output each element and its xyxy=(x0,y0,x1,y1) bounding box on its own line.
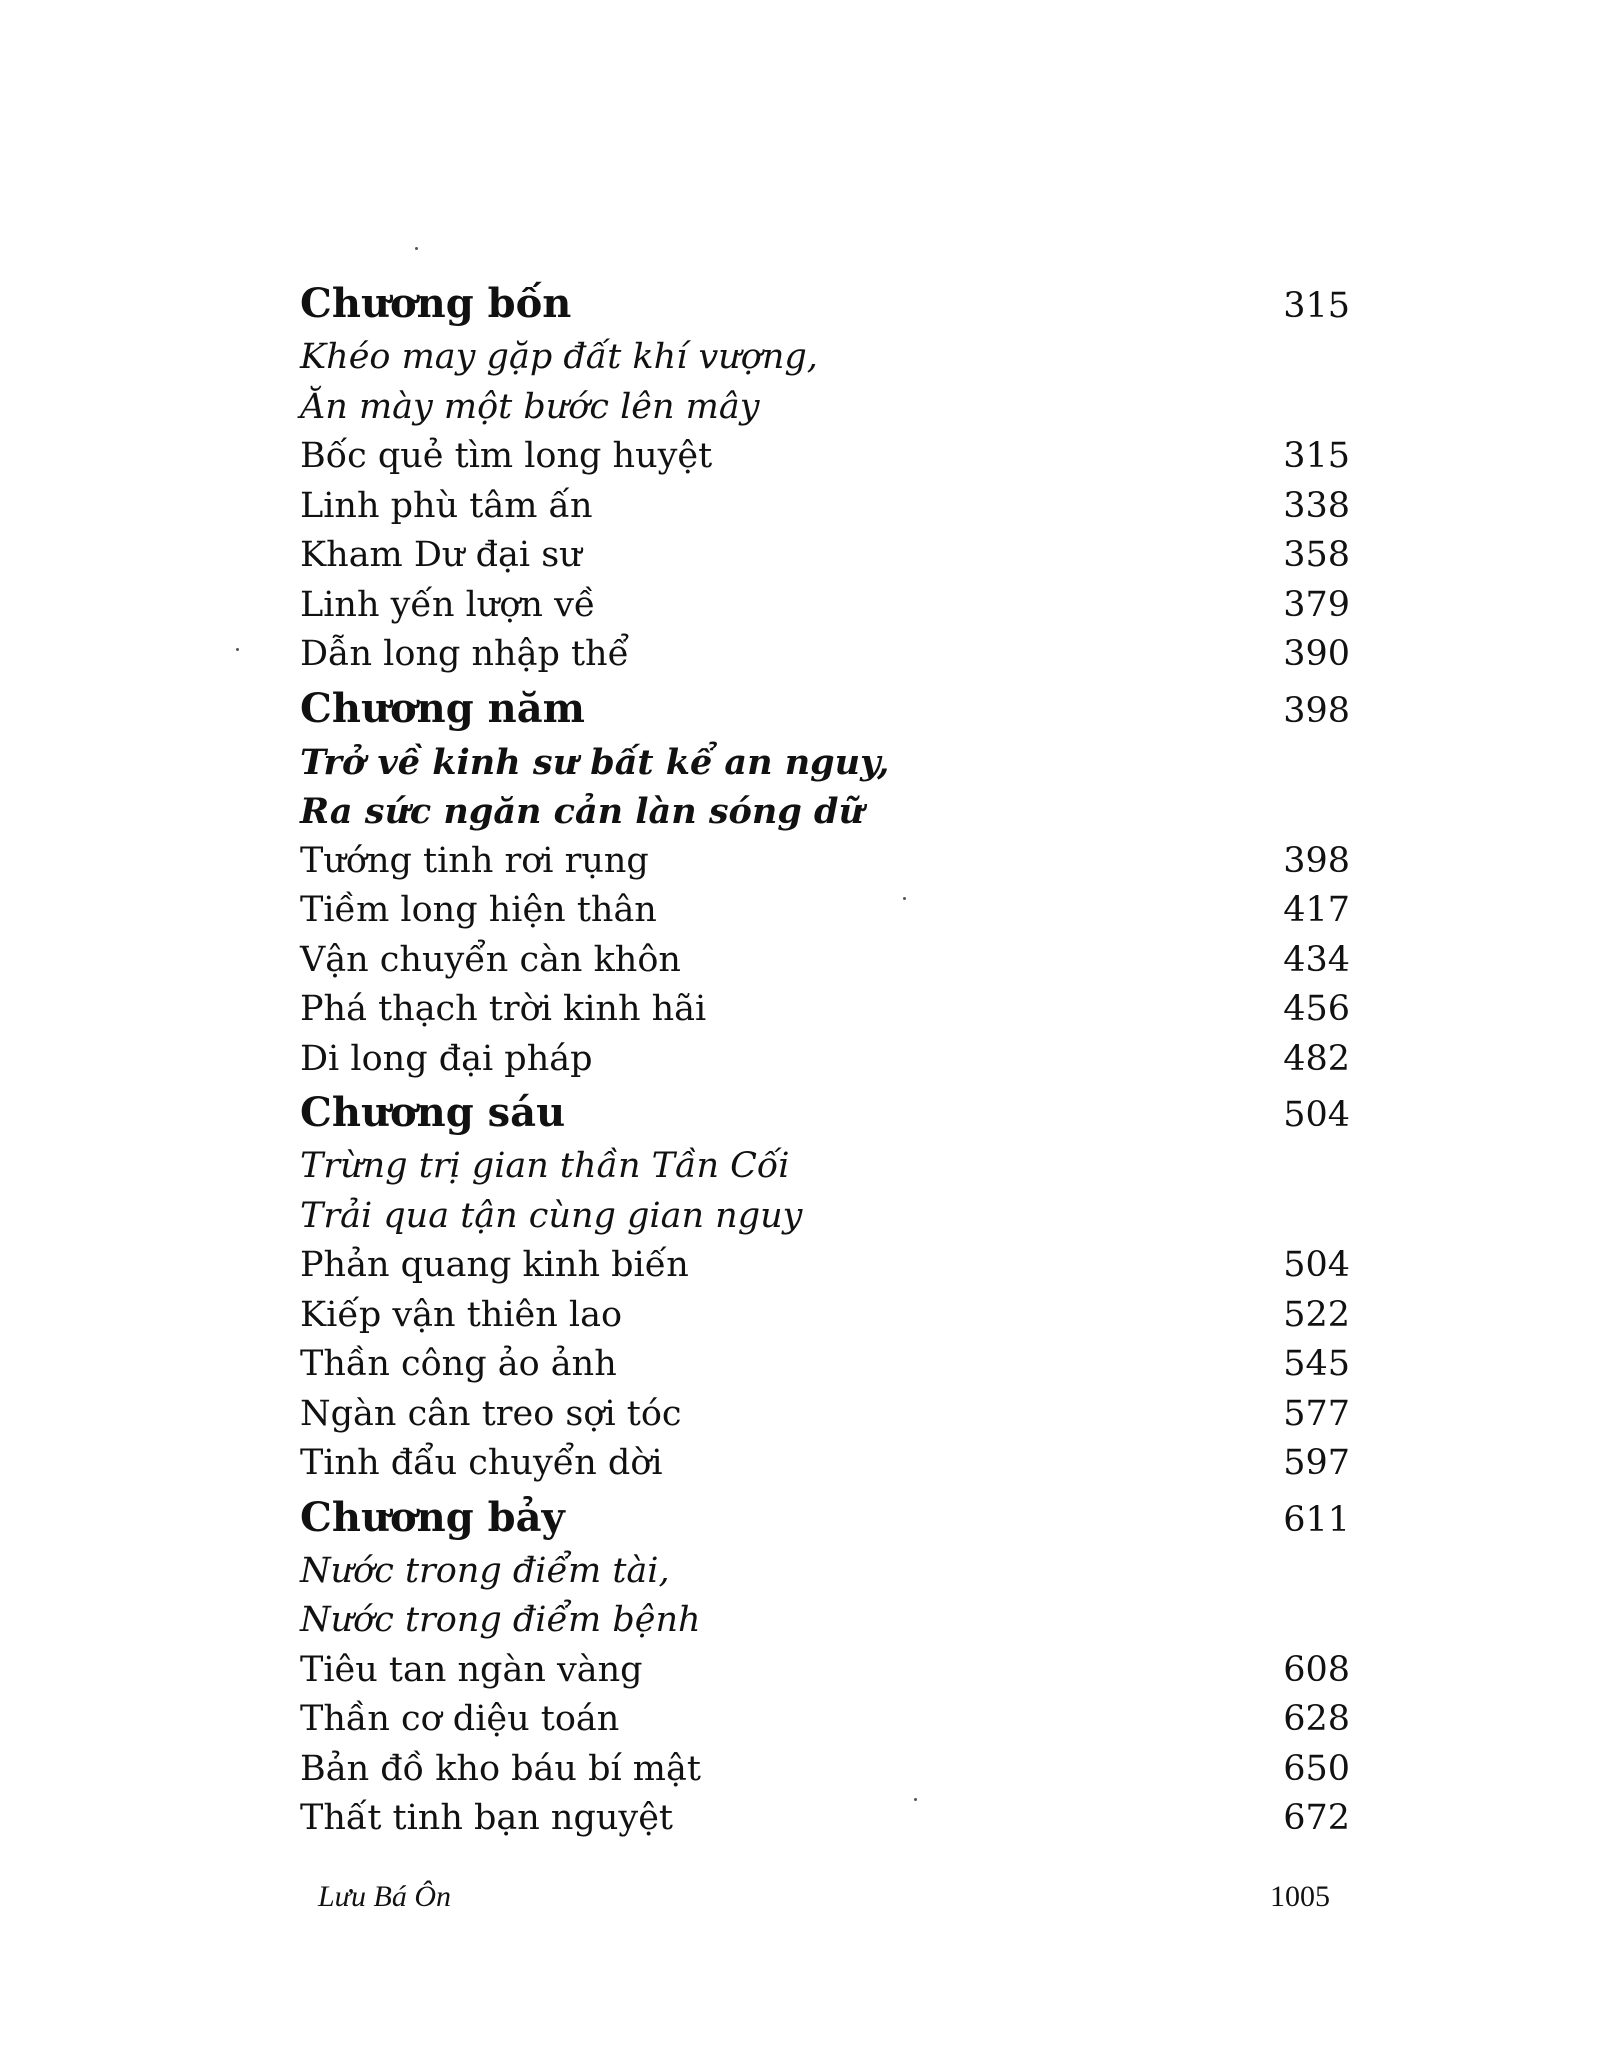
toc-entry-title: Linh phù tâm ấn xyxy=(300,485,593,526)
toc-entry xyxy=(300,985,1350,1035)
toc-entry xyxy=(300,837,1350,887)
toc-entry-title: Tướng tinh rơi rụng xyxy=(300,840,649,881)
toc-entry-page: 650 xyxy=(1283,1748,1350,1789)
chapter-heading xyxy=(300,275,1350,333)
toc-entry-title: Thần cơ diệu toán xyxy=(300,1699,620,1739)
toc-entry xyxy=(300,1291,1350,1341)
toc-entry-page: 456 xyxy=(1283,989,1350,1029)
chapter-subtitle xyxy=(300,1596,1350,1646)
toc-entry-page: 522 xyxy=(1283,1294,1350,1335)
scan-speck xyxy=(914,1798,917,1801)
chapter-heading-page: 315 xyxy=(1283,286,1350,326)
chapter-heading xyxy=(300,1084,1350,1142)
toc-entry xyxy=(300,1439,1350,1489)
toc-entry-page: 597 xyxy=(1283,1443,1350,1483)
toc-entry-title: Vận chuyển càn khôn xyxy=(300,939,681,980)
toc-entry xyxy=(300,1390,1350,1440)
toc-entry-title: Kham Dư đại sư xyxy=(300,535,582,575)
scan-speck xyxy=(236,648,239,651)
toc-entry-page: 608 xyxy=(1283,1649,1350,1690)
chapter-subtitle-title: Khéo may gặp đất khí vượng, xyxy=(300,337,818,377)
chapter-heading xyxy=(300,680,1350,738)
toc-entry-title: Bản đồ kho báu bí mật xyxy=(300,1748,701,1789)
chapter-subtitle xyxy=(300,333,1350,383)
footer-page-number: 1005 xyxy=(1270,1880,1330,1913)
chapter-subtitle xyxy=(300,383,1350,433)
chapter-subtitle-title: Nước trong điểm bệnh xyxy=(300,1600,701,1640)
toc-entry xyxy=(300,482,1350,532)
chapter-subtitle-title: Nước trong điểm tài, xyxy=(300,1550,670,1591)
toc-entry-title: Dẫn long nhập thể xyxy=(300,634,630,674)
toc-entry-title: Thần công ảo ảnh xyxy=(300,1344,617,1384)
toc-entry xyxy=(300,1241,1350,1291)
toc-entry xyxy=(300,581,1350,631)
chapter-subtitle xyxy=(300,787,1350,837)
toc-entry-title: Phá thạch trời kinh hãi xyxy=(300,989,707,1029)
toc-entry-title: Thất tinh bạn nguyệt xyxy=(300,1798,673,1838)
toc-entry-page: 504 xyxy=(1283,1245,1350,1285)
chapter-heading-title: Chương năm xyxy=(300,684,585,732)
toc-entry-title: Tiêu tan ngàn vàng xyxy=(300,1649,643,1690)
toc-entry-page: 577 xyxy=(1283,1393,1350,1434)
chapter-heading-title: Chương bốn xyxy=(300,280,572,327)
scan-speck xyxy=(903,897,906,900)
toc-entry-page: 379 xyxy=(1283,584,1350,625)
chapter-subtitle xyxy=(300,738,1350,788)
chapter-heading-page: 611 xyxy=(1283,1499,1350,1540)
toc-entry-page: 390 xyxy=(1283,634,1350,674)
chapter-subtitle-title: Ăn mày một bước lên mây xyxy=(300,386,760,427)
toc-entry-title: Tinh đẩu chuyển dời xyxy=(300,1443,663,1483)
toc-entry-title: Phản quang kinh biến xyxy=(300,1245,689,1285)
page-footer xyxy=(318,1880,1330,1914)
chapter-heading-title: Chương sáu xyxy=(300,1089,566,1136)
scan-speck xyxy=(415,247,418,250)
toc-entry xyxy=(300,1794,1350,1844)
chapter-heading-title: Chương bảy xyxy=(300,1493,565,1541)
toc-entry-page: 672 xyxy=(1283,1798,1350,1838)
toc-entry-page: 545 xyxy=(1283,1344,1350,1384)
toc-entry-page: 338 xyxy=(1283,485,1350,526)
toc-entry-title: Di long đại pháp xyxy=(300,1038,593,1079)
toc-entry-title: Linh yến lượn về xyxy=(300,584,596,625)
chapter-subtitle-title: Trừng trị gian thần Tần Cối xyxy=(300,1146,790,1186)
chapter-heading xyxy=(300,1489,1350,1547)
chapter-subtitle-title: Trở về kinh sư bất kể an nguy, xyxy=(300,741,890,783)
toc-entry-page: 434 xyxy=(1283,939,1350,980)
toc-entry xyxy=(300,1695,1350,1745)
toc-entry-page: 315 xyxy=(1283,436,1350,476)
toc-entry xyxy=(300,1340,1350,1390)
toc-entry-title: Ngàn cân treo sợi tóc xyxy=(300,1393,682,1434)
chapter-heading-page: 504 xyxy=(1283,1095,1350,1135)
chapter-subtitle-title: Ra sức ngăn cản làn sóng dữ xyxy=(300,791,864,832)
toc-entry-title: Kiếp vận thiên lao xyxy=(300,1294,623,1335)
toc-entry xyxy=(300,936,1350,986)
toc-entry-page: 417 xyxy=(1283,890,1350,930)
toc-entry-page: 358 xyxy=(1283,535,1350,575)
toc-entry xyxy=(300,1745,1350,1795)
chapter-heading-page: 398 xyxy=(1283,690,1350,731)
chapter-subtitle xyxy=(300,1547,1350,1597)
toc-entry xyxy=(300,432,1350,482)
chapter-subtitle-title: Trải qua tận cùng gian nguy xyxy=(300,1195,803,1236)
toc-entry xyxy=(300,1646,1350,1696)
toc-entry xyxy=(300,531,1350,581)
chapter-subtitle xyxy=(300,1142,1350,1192)
toc-entry-title: Bốc quẻ tìm long huyệt xyxy=(300,436,713,476)
toc-entry-title: Tiềm long hiện thân xyxy=(300,890,657,930)
footer-author: Lưu Bá Ôn xyxy=(318,1880,452,1913)
toc-entry-page: 628 xyxy=(1283,1699,1350,1739)
toc-entry-page: 482 xyxy=(1283,1038,1350,1079)
toc-entry-page: 398 xyxy=(1283,840,1350,881)
toc-entry xyxy=(300,886,1350,936)
toc-entry xyxy=(300,1035,1350,1085)
chapter-subtitle xyxy=(300,1192,1350,1242)
table-of-contents xyxy=(300,275,1350,1844)
toc-entry xyxy=(300,630,1350,680)
